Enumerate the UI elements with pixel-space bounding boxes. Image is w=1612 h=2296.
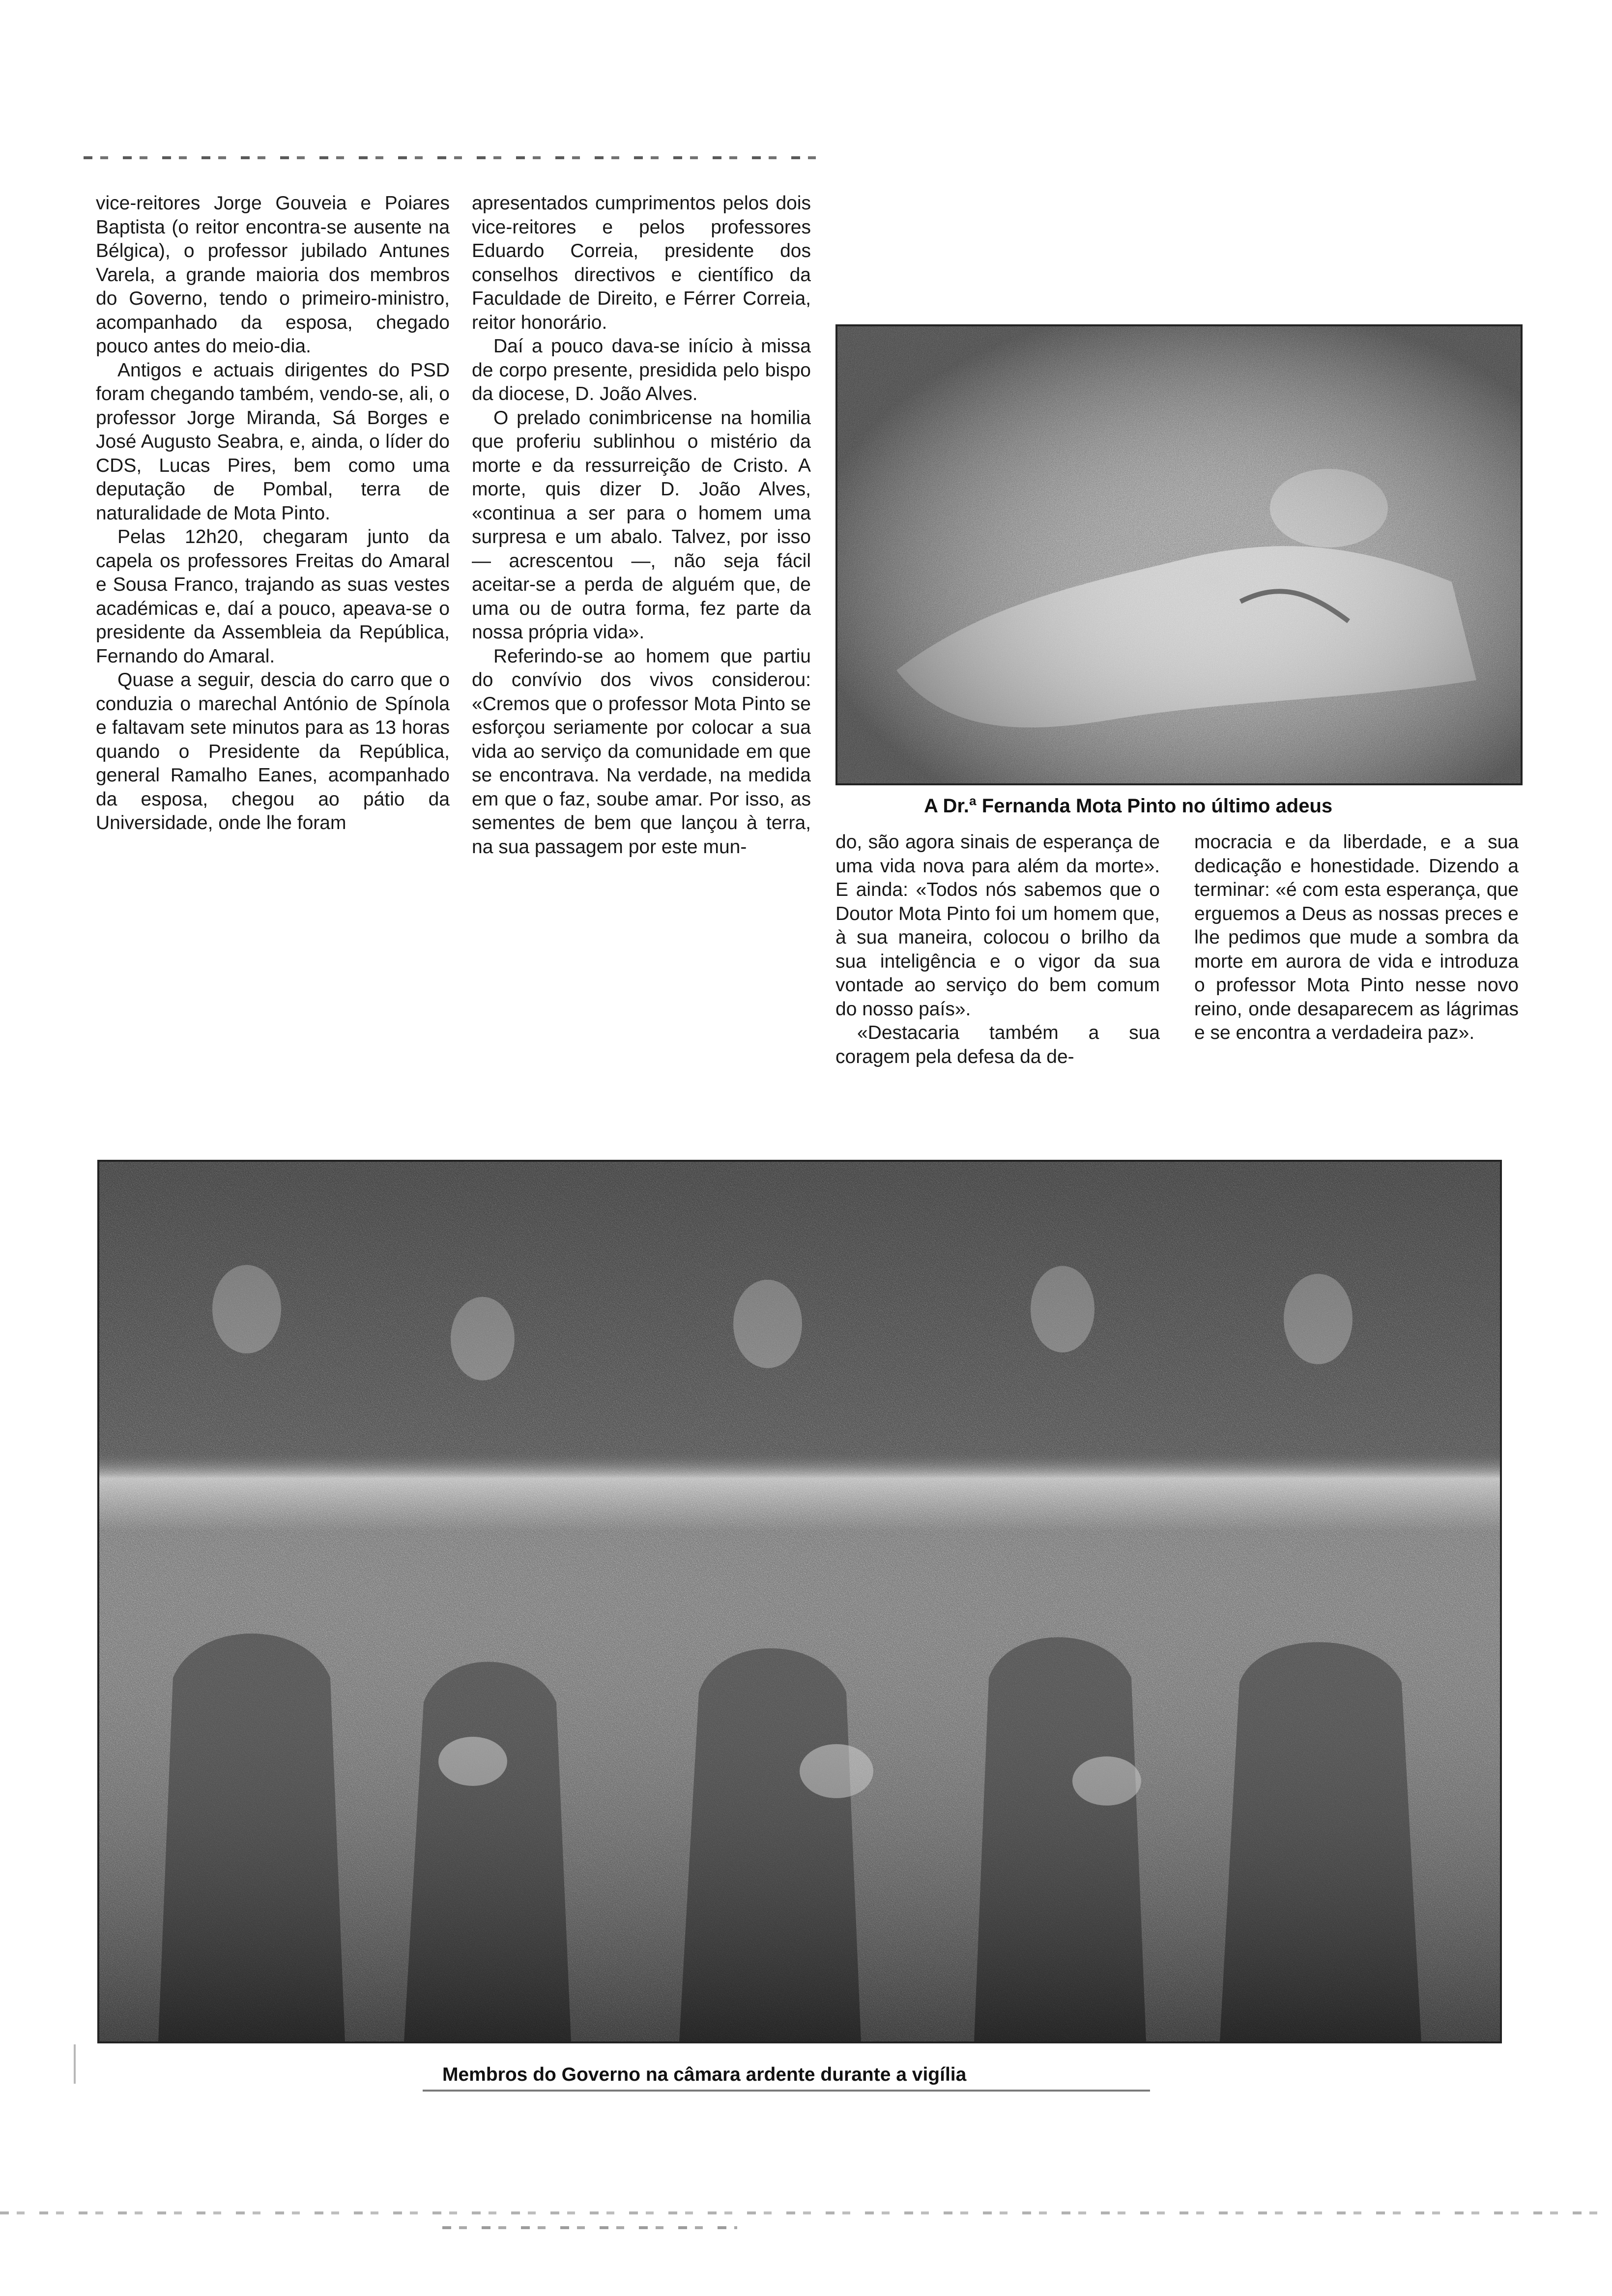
column1-paragraph-1: vice-reitores Jorge Gouveia e Poiares Baptista (o reitor encontra-se ausente na Bélgica), o professor jubilado Antunes Varela, a grande maioria dos membros do Governo, tendo o primeiro-ministro, acompanhado da esposa, chegado pouco antes do meio-dia. xyxy=(96,193,450,357)
column1-paragraph-4: Quase a seguir, descia do carro que o conduzia o marechal António de Spínola e faltavam sete minutos para as 13 horas quando o Presidente da República, general Ramalho Eanes, acompanhado da esposa, chegou ao pátio da Universidade, onde lhe foram xyxy=(96,669,450,833)
bottom-scan-noise-2 xyxy=(442,2226,737,2229)
photo-government-members-image xyxy=(99,1162,1500,2041)
article-column-2 xyxy=(472,192,811,859)
caption-underline xyxy=(423,2090,1150,2092)
article-column-3 xyxy=(835,831,1160,1069)
column3-paragraph-1: do, são agora sinais de esperança de uma vida nova para além da morte». E ainda: «Todos nós sabemos que o Doutor Mota Pinto foi um homem que, à sua maneira, colocou o brilho da sua inteligência e o vigor da sua vontade ao serviço do bem comum do nosso país». xyxy=(835,832,1160,1020)
article-column-1 xyxy=(96,192,450,835)
photo-government-members-caption: Membros do Governo na câmara ardente durante a vigília xyxy=(442,2064,967,2085)
column2-paragraph-1: apresentados cumprimentos pelos dois vice-reitores e pelos professores Eduardo Correia, presidente dos conselhos directivos e científico da Faculdade de Direito, e Férrer Correia, reitor honorário. xyxy=(472,193,811,333)
photo-farewell xyxy=(835,324,1523,785)
column4-paragraph-1: mocracia e da liberdade, e a sua dedicação e honestidade. Dizendo a terminar: «é com esta esperança, que erguemos a Deus as nossas preces e lhe pedimos que mude a sombra da morte em aurora de vida e introduza o professor Mota Pinto nesse novo reino, onde desaparecem as lágrimas e se encontra a verdadeira paz». xyxy=(1194,832,1519,1043)
bottom-scan-noise xyxy=(0,2211,1612,2214)
column1-paragraph-3: Pelas 12h20, chegaram junto da capela os professores Freitas do Amaral e Sousa Franco, trajando as suas vestes académicas e, daí a pouco, apeava-se o presidente da Assembleia da República, Fernando do Amaral. xyxy=(96,526,450,667)
photo-farewell-image xyxy=(837,326,1521,783)
column2-paragraph-2: Daí a pouco dava-se início à missa de corpo presente, presidida pelo bispo da diocese, D. João Alves. xyxy=(472,336,811,404)
column2-paragraph-3: O prelado conimbricense na homilia que proferiu sublinhou o mistério da morte e da ressurreição de Cristo. A morte, quis dizer D. João Alves, «continua a ser para o homem uma surpresa e um abalo. Talvez, por isso — acrescentou —, não seja fácil aceitar-se a perda de alguém que, de uma ou de outra forma, fez parte da nossa própria vida». xyxy=(472,407,811,643)
photo-farewell-caption: A Dr.ª Fernanda Mota Pinto no último adeus xyxy=(924,795,1333,817)
article-column-4 xyxy=(1194,831,1519,1045)
column3-paragraph-2: «Destacaria também a sua coragem pela defesa da de- xyxy=(835,1022,1160,1067)
column1-paragraph-2: Antigos e actuais dirigentes do PSD foram chegando também, vendo-se, ali, o professor Jorge Miranda, Sá Borges e José Augusto Seabra, e, ainda, o líder do CDS, Lucas Pires, bem como uma deputação de Pombal, terra de naturalidade de Mota Pinto. xyxy=(96,359,450,524)
column2-paragraph-4: Referindo-se ao homem que partiu do convívio dos vivos considerou: «Cremos que o professor Mota Pinto se esforçou seriamente por colocar a sua vida ao serviço da comunidade em que se encontrava. Na verdade, na medida em que o faz, soube amar. Por isso, as sementes de bem que lançou à terra, na sua passagem por este mun- xyxy=(472,645,811,858)
photo-government-members xyxy=(97,1160,1502,2043)
left-margin-mark xyxy=(74,2044,76,2084)
top-scan-noise xyxy=(84,156,821,159)
